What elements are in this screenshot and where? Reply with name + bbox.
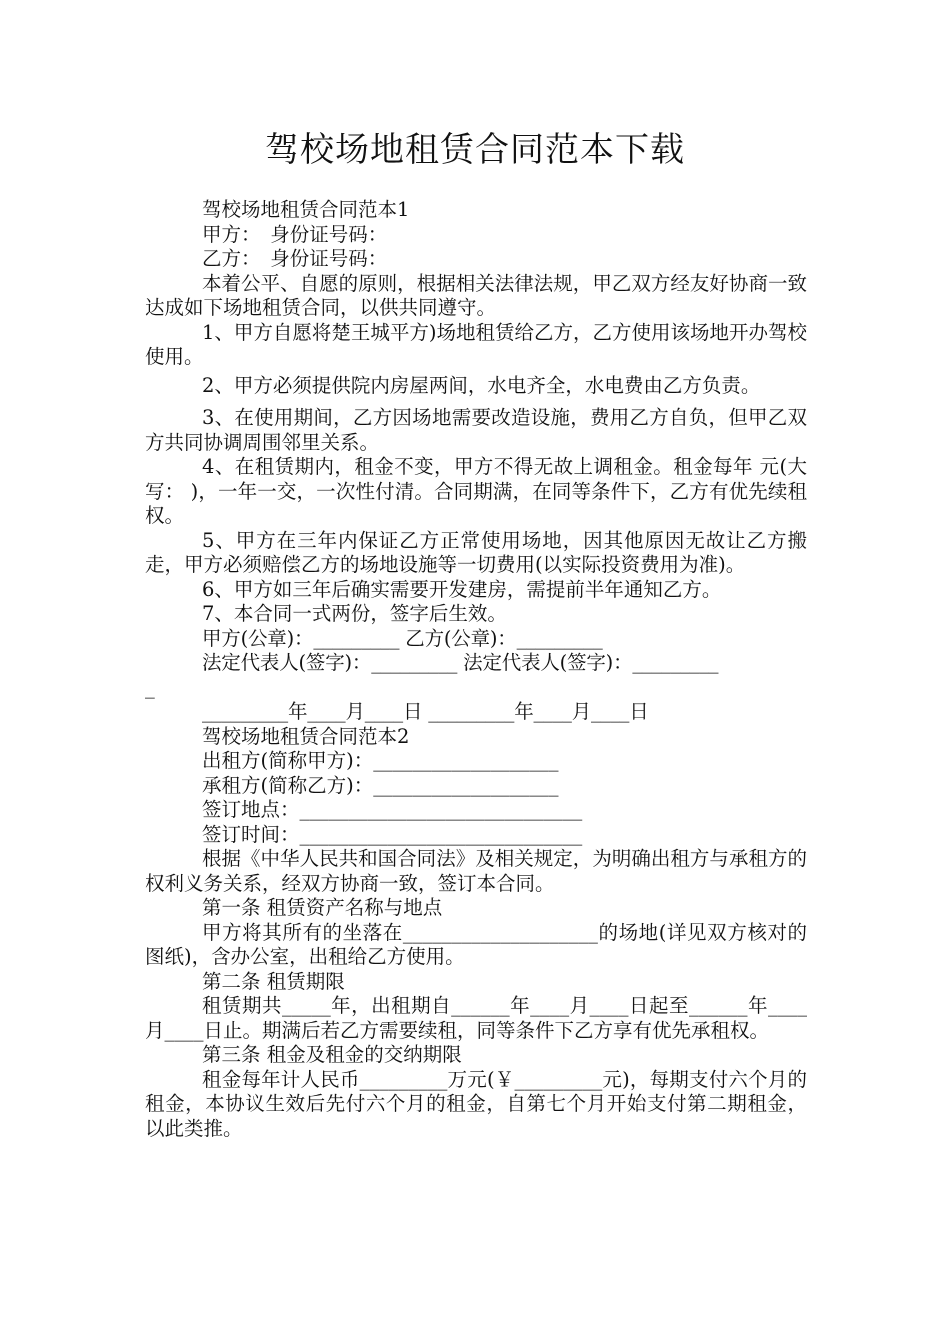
party-a-line: 甲方： 身份证号码： [202,222,388,246]
section-heading-1: 驾校场地租赁合同范本1 [202,198,410,221]
clause-2: 2、甲方必须提供院内房屋两间，水电齐全，水电费由乙方负责。 [202,373,761,397]
article-1-heading: 第一条 租赁资产名称与地点 [202,896,443,919]
overflow-underscore: _ [145,675,155,699]
clause-4: 4、在租赁期内，租金不变，甲方不得无故上调租金。租金每年 元(大写： )，一年一交，一次性付清。合同期满，在同等条件下，乙方有优先续租权。 [145,455,807,527]
basis-paragraph: 根据《中华人民共和国合同法》及相关规定，为明确出租方与承租方的权利义务关系，经双方协商一致，签订本合同。 [145,847,807,895]
article-3-text: 租金每年计人民币_________万元(￥_________元)，每期支付六个月的租金，本协议生效后先付六个月的租金，自第七个月开始支付第二期租金，以此类推。 [145,1067,807,1140]
seal-line: 甲方(公章)：_________ 乙方(公章)：_________ [202,626,603,650]
section-heading-2: 驾校场地租赁合同范本2 [202,724,410,748]
lessor-line: 出租方(简称甲方)：___________________ [202,749,559,772]
lessee-line: 承租方(简称乙方)：___________________ [202,773,559,797]
document-title: 驾校场地租赁合同范本下载 [265,130,685,170]
signing-place-line: 签订地点：_____________________________ [202,798,583,821]
signature-line: 法定代表人(签字)：_________ 法定代表人(签字)：_________ [202,651,719,674]
preamble-paragraph: 本着公平、自愿的原则，根据相关法律法规，甲乙双方经友好协商一致达成如下场地租赁合同，以供共同遵守。 [145,271,807,319]
clause-7: 7、本合同一式两份，签字后生效。 [202,602,507,625]
article-1-text: 甲方将其所有的坐落在____________________的场地(详见双方核对的图纸)，含办公室，出租给乙方使用。 [145,920,807,968]
article-3-heading: 第三条 租金及租金的交纳期限 [202,1043,462,1066]
date-line: _________年____月____日 _________年____月____日 [202,700,649,723]
clause-1: 1、甲方自愿将楚王城平方)场地租赁给乙方，乙方使用该场地开办驾校使用。 [145,320,808,368]
signing-time-line: 签订时间：_____________________________ [202,822,583,846]
clause-3: 3、在使用期间，乙方因场地需要改造设施，费用乙方自负，但甲乙双方共同协调周围邻里关系。 [145,406,807,454]
clause-5: 5、甲方在三年内保证乙方正常使用场地，因其他原因无故让乙方搬走，甲方必须赔偿乙方的场地设施等一切费用(以实际投资费用为准)。 [145,528,807,576]
article-2-heading: 第二条 租赁期限 [202,969,345,993]
party-b-line: 乙方： 身份证号码： [202,247,388,270]
article-2-text: 租赁期共_____年，出租期自______年____月____日起至______年____月____日止。期满后若乙方需要续租，同等条件下乙方享有优先承租权。 [145,994,807,1042]
document-body [145,198,807,1141]
clause-6: 6、甲方如三年后确实需要开发建房，需提前半年通知乙方。 [202,577,722,601]
